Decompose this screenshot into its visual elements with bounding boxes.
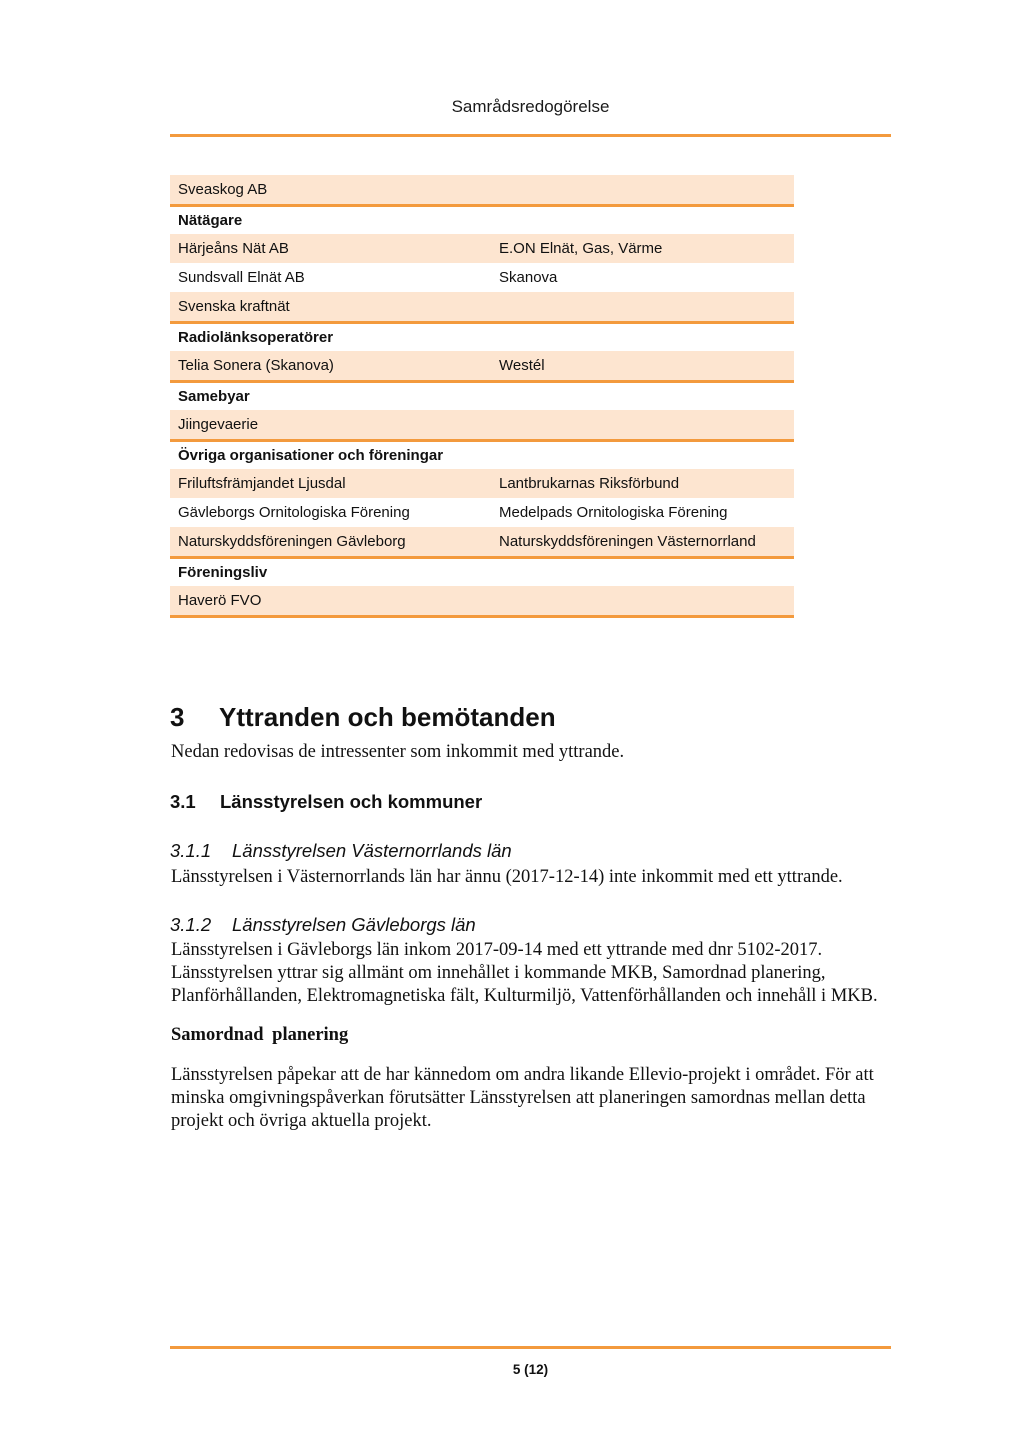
contact-row xyxy=(170,234,794,263)
section-number: 3.1 xyxy=(170,791,196,812)
section-3-1-1-heading xyxy=(170,840,512,862)
contact-row xyxy=(170,263,794,292)
contact-group xyxy=(170,324,794,383)
group-heading-label: Övriga organisationer och föreningar xyxy=(178,447,444,464)
contact-name-right: E.ON Elnät, Gas, Värme xyxy=(499,240,663,257)
group-heading-label: Samebyar xyxy=(178,388,250,405)
page-number: 5 (12) xyxy=(512,1362,549,1377)
section-title: Länsstyrelsen Gävleborgs län xyxy=(232,914,476,935)
group-heading xyxy=(170,324,794,351)
contact-name-left: Haverö FVO xyxy=(178,592,262,609)
group-heading-label: Föreningsliv xyxy=(178,564,268,581)
contact-row xyxy=(170,586,794,615)
contact-group xyxy=(170,207,794,324)
group-heading-label: Radiolänksoperatörer xyxy=(178,329,334,346)
contact-name-right: Lantbrukarnas Riksförbund xyxy=(499,475,680,492)
contact-name-left: Naturskyddsföreningen Gävleborg xyxy=(178,533,406,550)
section-3-1-1-text: Länsstyrelsen i Västernorrlands län har ännu (2017-12-14) inte inkommit med ett yttrande. xyxy=(171,867,843,887)
section-title: Länsstyrelsen Västernorrlands län xyxy=(232,840,512,861)
contact-name-right: Skanova xyxy=(499,269,558,286)
contact-name-left: Gävleborgs Ornitologiska Förening xyxy=(178,504,410,521)
samordnad-text: Länsstyrelsen påpekar att de har kännedom om andra likande Ellevio-projekt i området. För att minska omgivningspåverkan förutsätter Länsstyrelsen att planeringen samordnas mellan detta projekt och övriga aktuella projekt. xyxy=(171,1065,874,1131)
section-3-heading xyxy=(170,702,556,733)
contact-group xyxy=(170,559,794,618)
contact-row xyxy=(170,175,794,204)
contact-row xyxy=(170,527,794,556)
footer-divider xyxy=(170,1346,891,1349)
contact-group xyxy=(170,175,794,207)
section-3-intro: Nedan redovisas de intressenter som inkommit med yttrande. xyxy=(171,742,625,762)
contact-name-left: Svenska kraftnät xyxy=(178,298,290,315)
contact-row xyxy=(170,498,794,527)
contact-name-right: Westél xyxy=(499,357,545,374)
contact-row xyxy=(170,410,794,439)
section-title: Länsstyrelsen och kommuner xyxy=(220,791,483,812)
section-3-1-2-text: Länsstyrelsen i Gävleborgs län inkom 2017-09-14 med ett yttrande med dnr 5102-2017. Länsstyrelsen yttrar sig allmänt om innehållet i kommande MKB, Samordnad planering, Planförhållanden, Elektromagnetiska fält, Kulturmiljö, Vattenförhållanden och innehåll i MKB. xyxy=(171,940,878,1006)
contact-name-left: Sundsvall Elnät AB xyxy=(178,269,305,286)
contacts-table xyxy=(170,175,794,618)
contact-group xyxy=(170,442,794,559)
contact-name-left: Friluftsfrämjandet Ljusdal xyxy=(178,475,346,492)
section-number: 3 xyxy=(170,702,185,732)
group-heading xyxy=(170,383,794,410)
samordnad-heading: Samordnad planering xyxy=(171,1025,349,1045)
contact-group xyxy=(170,383,794,442)
contact-name-right: Naturskyddsföreningen Västernorrland xyxy=(499,533,756,550)
group-heading-label: Nätägare xyxy=(178,212,243,229)
section-title: Yttranden och bemötanden xyxy=(219,702,556,732)
header-divider xyxy=(170,134,891,137)
group-heading xyxy=(170,559,794,586)
group-divider xyxy=(170,615,794,618)
contact-row xyxy=(170,292,794,321)
contact-name-left: Sveaskog AB xyxy=(178,181,268,198)
group-heading xyxy=(170,207,794,234)
page-header-title: Samrådsredogörelse xyxy=(451,97,610,116)
contact-name-left: Härjeåns Nät AB xyxy=(178,240,289,257)
group-heading xyxy=(170,442,794,469)
contact-name-right: Medelpads Ornitologiska Förening xyxy=(499,504,728,521)
contact-name-left: Telia Sonera (Skanova) xyxy=(178,357,334,374)
section-number: 3.1.1 xyxy=(170,840,212,861)
contact-row xyxy=(170,469,794,498)
section-3-1-2-heading xyxy=(170,914,476,936)
section-3-1-heading xyxy=(170,791,482,813)
section-number: 3.1.2 xyxy=(170,914,212,935)
contact-row xyxy=(170,351,794,380)
contact-name-left: Jiingevaerie xyxy=(178,416,259,433)
